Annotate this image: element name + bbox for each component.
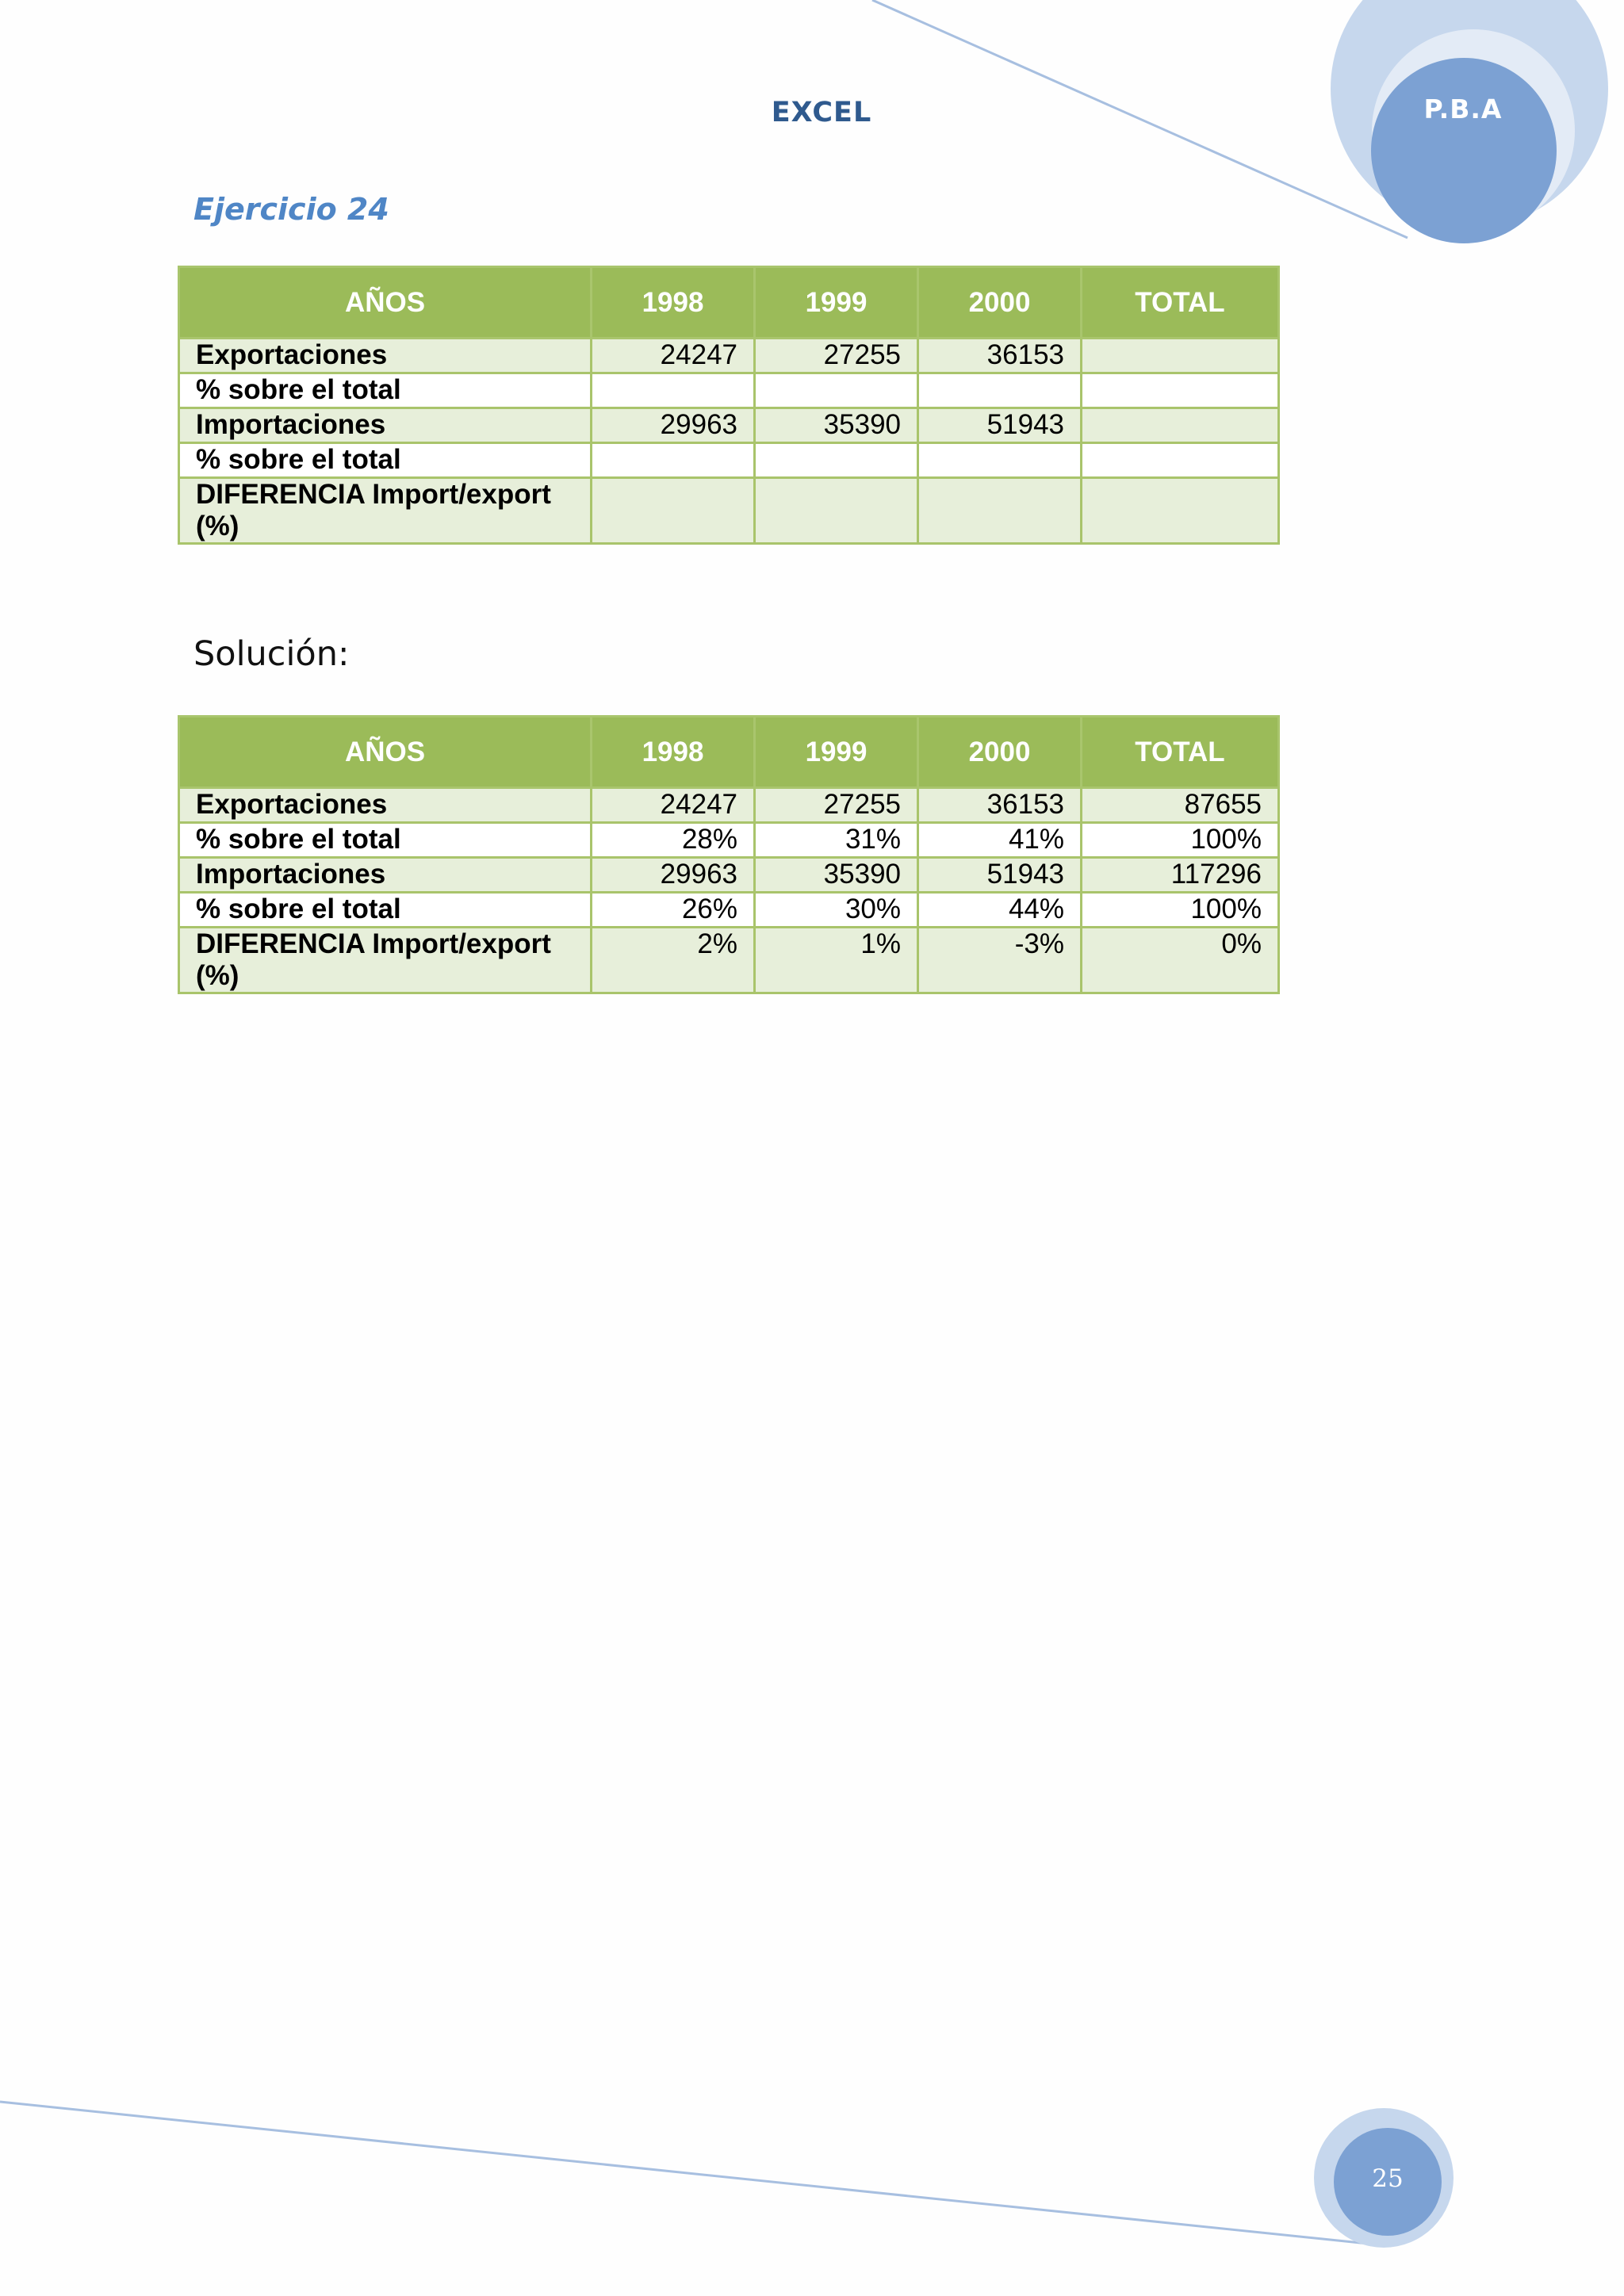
table-cell xyxy=(755,478,918,544)
table-cell: 100% xyxy=(1082,893,1279,928)
table-row xyxy=(179,373,1279,408)
table-cell xyxy=(592,443,755,478)
table-cell xyxy=(1082,408,1279,443)
column-header-1998: 1998 xyxy=(592,717,755,788)
column-header-total: TOTAL xyxy=(1082,717,1279,788)
table-cell: 31% xyxy=(755,823,918,858)
table-cell: 35390 xyxy=(755,408,918,443)
table-cell: 29963 xyxy=(592,858,755,893)
row-label: Exportaciones xyxy=(179,788,592,823)
table-cell: 44% xyxy=(918,893,1082,928)
table-cell: 100% xyxy=(1082,823,1279,858)
footer-diagonal-line xyxy=(0,2102,1376,2244)
table-cell: 28% xyxy=(592,823,755,858)
row-label: DIFERENCIA Import/export (%) xyxy=(179,478,592,544)
row-label: % sobre el total xyxy=(179,893,592,928)
table-cell: 2% xyxy=(592,928,755,993)
table-row xyxy=(179,443,1279,478)
exercise-title: Ejercicio 24 xyxy=(193,192,389,227)
column-header-total: TOTAL xyxy=(1082,267,1279,339)
column-header-2000: 2000 xyxy=(918,717,1082,788)
table-cell: 35390 xyxy=(755,858,918,893)
table-cell: 29963 xyxy=(592,408,755,443)
table-cell: 87655 xyxy=(1082,788,1279,823)
table-cell: 26% xyxy=(592,893,755,928)
table-cell xyxy=(592,373,755,408)
table-cell xyxy=(918,373,1082,408)
table-row xyxy=(179,408,1279,443)
table-row xyxy=(179,893,1279,928)
table-cell xyxy=(1082,373,1279,408)
table-cell xyxy=(755,373,918,408)
row-label: Importaciones xyxy=(179,858,592,893)
column-header-2000: 2000 xyxy=(918,267,1082,339)
row-label: DIFERENCIA Import/export (%) xyxy=(179,928,592,993)
row-label: Exportaciones xyxy=(179,339,592,373)
column-header-years: AÑOS xyxy=(179,267,592,339)
header-badge: P.B.A xyxy=(1423,94,1503,124)
table-cell: 36153 xyxy=(918,339,1082,373)
row-label: Importaciones xyxy=(179,408,592,443)
column-header-1999: 1999 xyxy=(755,267,918,339)
table-cell xyxy=(592,478,755,544)
table-row xyxy=(179,339,1279,373)
column-header-1998: 1998 xyxy=(592,267,755,339)
table-row xyxy=(179,928,1279,993)
table-cell: 51943 xyxy=(918,408,1082,443)
table-header-row xyxy=(179,267,1279,339)
table-row xyxy=(179,478,1279,544)
row-label: % sobre el total xyxy=(179,443,592,478)
table-cell: 27255 xyxy=(755,339,918,373)
table-cell: 24247 xyxy=(592,339,755,373)
table-cell: 51943 xyxy=(918,858,1082,893)
table-cell: 30% xyxy=(755,893,918,928)
row-label: % sobre el total xyxy=(179,373,592,408)
row-label: % sobre el total xyxy=(179,823,592,858)
table-row xyxy=(179,823,1279,858)
table-cell: 24247 xyxy=(592,788,755,823)
table-cell: 27255 xyxy=(755,788,918,823)
solution-title: Solución: xyxy=(193,634,350,674)
table-cell: -3% xyxy=(918,928,1082,993)
exercise-table xyxy=(178,266,1280,545)
solution-table xyxy=(178,715,1280,994)
table-cell xyxy=(918,443,1082,478)
table-row xyxy=(179,788,1279,823)
header-title: EXCEL xyxy=(771,97,872,128)
table-cell: 117296 xyxy=(1082,858,1279,893)
table-cell: 1% xyxy=(755,928,918,993)
table-row xyxy=(179,858,1279,893)
column-header-years: AÑOS xyxy=(179,717,592,788)
header-circle-inner xyxy=(1371,58,1557,243)
table-cell: 0% xyxy=(1082,928,1279,993)
table-header-row xyxy=(179,717,1279,788)
table-cell xyxy=(1082,478,1279,544)
table-cell: 36153 xyxy=(918,788,1082,823)
table-cell xyxy=(918,478,1082,544)
page-number: 25 xyxy=(1372,2164,1404,2193)
table-cell xyxy=(1082,339,1279,373)
column-header-1999: 1999 xyxy=(755,717,918,788)
table-cell xyxy=(755,443,918,478)
table-cell: 41% xyxy=(918,823,1082,858)
table-cell xyxy=(1082,443,1279,478)
